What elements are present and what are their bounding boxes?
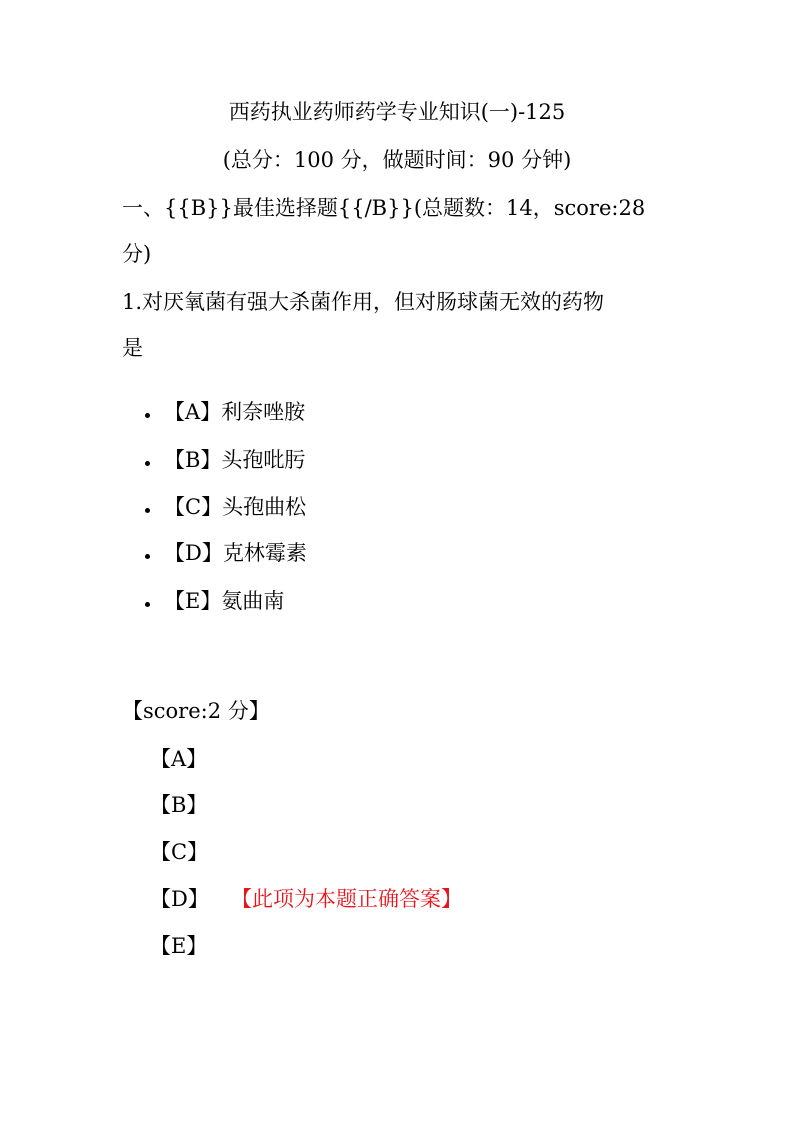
option-a: 【A】利奈唑胺 [164,400,306,424]
bullet-icon [145,508,150,513]
answer-letter-c: 【C】 [150,840,209,864]
bullet-icon [145,461,150,466]
option-c: 【C】头孢曲松 [164,495,307,519]
answer-letter-e: 【E】 [150,934,208,958]
answer-letter-d: 【D】 [150,887,209,911]
option-b: 【B】头孢吡肟 [164,448,306,472]
section-heading-continued: 分) [122,242,152,266]
correct-answer-note: 【此项为本题正确答案】 [231,887,462,911]
document-title: 西药执业药师药学专业知识(一)-125 [228,100,566,124]
bullet-icon [145,602,150,607]
section-heading: 一、{{B}}最佳选择题{{/B}}(总题数：14，score:28 [122,196,646,220]
option-d: 【D】克林霉素 [164,541,307,565]
question-stem: 1.对厌氧菌有强大杀菌作用，但对肠球菌无效的药物 [122,290,605,314]
document-subtitle: (总分：100 分，做题时间：90 分钟) [222,148,572,172]
answer-letter-b: 【B】 [150,793,208,817]
question-stem-continued: 是 [122,336,143,360]
bullet-icon [145,413,150,418]
answer-letter-a: 【A】 [150,747,208,771]
option-e: 【E】氨曲南 [164,589,285,613]
score-label: 【score:2 分】 [122,699,270,723]
bullet-icon [145,554,150,559]
